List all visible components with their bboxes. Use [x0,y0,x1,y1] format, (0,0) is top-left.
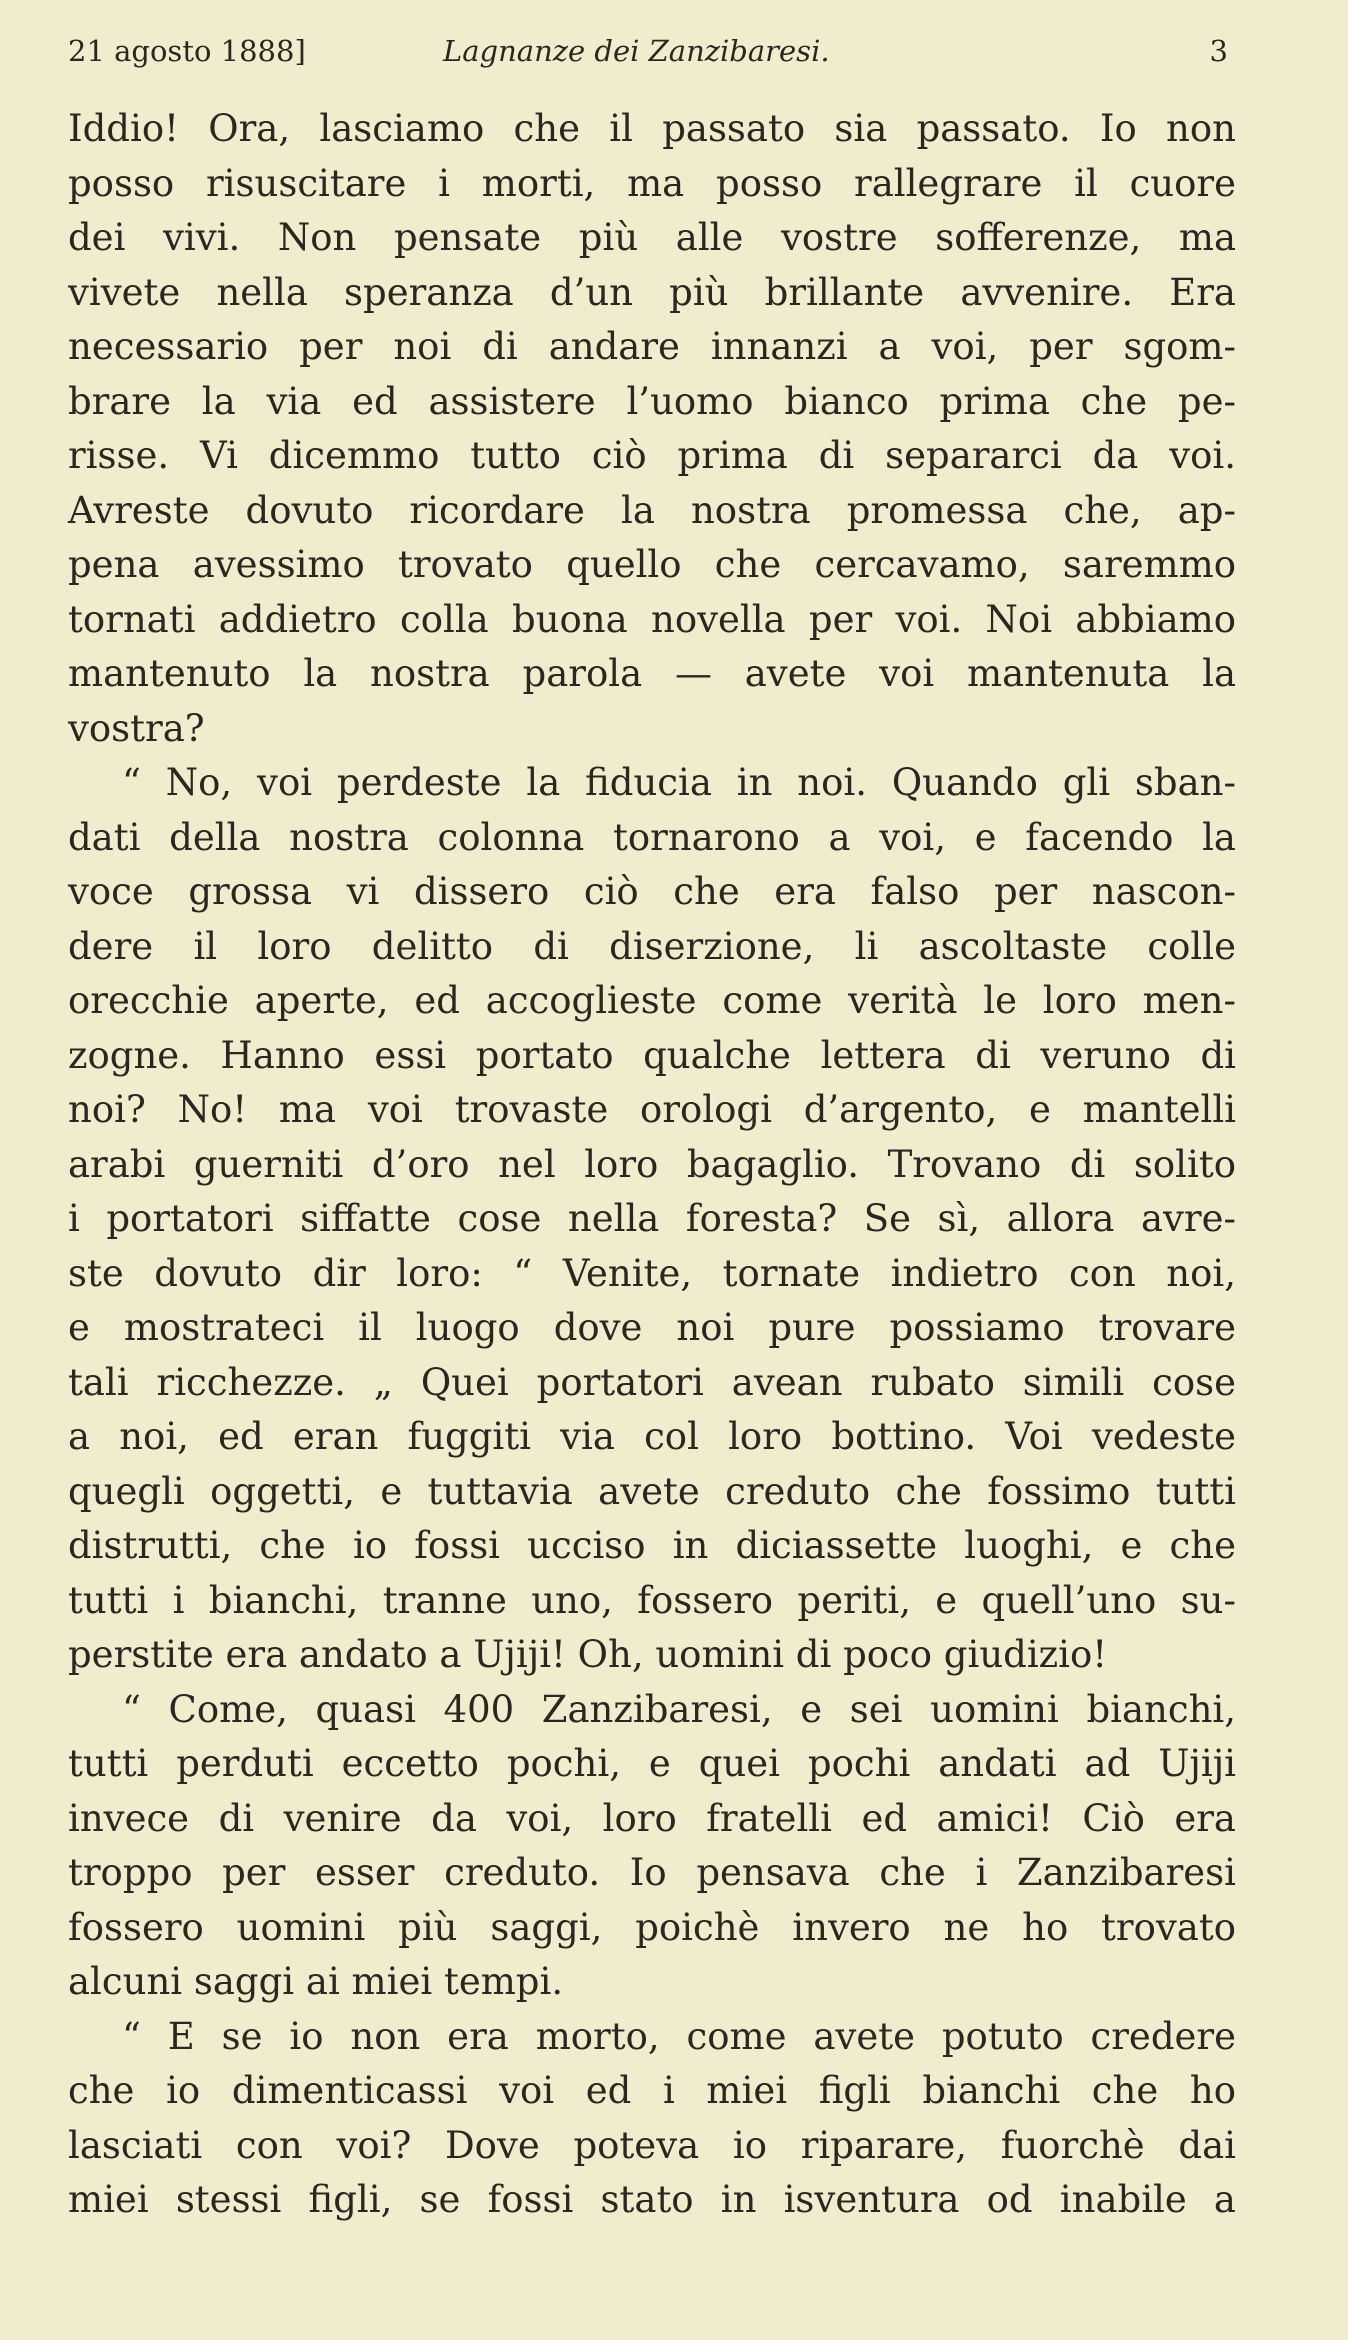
text-line: alcuni saggi ai miei tempi. [68,1960,564,2003]
text-line: brare la via ed assistere l’uomo bianco prima che pe- [68,379,1236,423]
text-line: necessario per noi di andare innanzi a voi, per sgom- [68,325,1236,368]
text-line: quegli oggetti, e tuttavia avete creduto che fossimo tutti [68,1469,1236,1513]
text-line: e mostrateci il luogo dove noi pure possiamo trovare [68,1306,1236,1349]
text-line: pena avessimo trovato quello che cercavamo, saremmo [68,543,1236,586]
text-line: distrutti, che io fossi ucciso in diciassette luoghi, e che [68,1524,1236,1567]
text-line: vivete nella speranza d’un più brillante avvenire. Era [68,270,1236,314]
text-line: “ E se io non era morto, come avete potuto credere [122,2014,1236,2058]
running-head-date: 21 agosto 1888] [68,34,306,68]
text-line: zogne. Hanno essi portato qualche lettera di veruno di [68,1033,1236,1077]
text-line: dei vivi. Non pensate più alle vostre sofferenze, ma [68,216,1236,259]
text-line: i portatori siffatte cose nella foresta? Se sì, allora avre- [68,1197,1236,1240]
text-line: “ No, voi perdeste la fiducia in noi. Quando gli sban- [122,761,1236,804]
text-line: tornati addietro colla buona novella per voi. Noi abbiamo [68,597,1236,641]
text-line: perstite era andato a Ujiji! Oh, uomini di poco giudizio! [68,1633,1108,1676]
text-line: che io dimenticassi voi ed i miei figli bianchi che ho [68,2069,1236,2112]
text-line: miei stessi figli, se fossi stato in isventura od inabile a [68,2178,1236,2221]
text-line: Avreste dovuto ricordare la nostra promessa che, ap- [68,488,1236,532]
text-line: tali ricchezze. „ Quei portatori avean rubato simili cose [68,1360,1236,1404]
text-line: mantenuto la nostra parola — avete voi mantenuta la [68,652,1236,695]
text-line: invece di venire da voi, loro fratelli ed amici! Ciò era [68,1796,1236,1840]
text-line: noi? No! ma voi trovaste orologi d’argento, e mantelli [68,1088,1236,1131]
text-line: voce grossa vi dissero ciò che era falso per nascon- [68,870,1236,913]
page-number: 3 [1209,34,1228,68]
body-text [68,102,1236,2228]
text-line: orecchie aperte, ed accoglieste come verità le loro men- [68,979,1236,1022]
text-line: lasciati con voi? Dove poteva io riparare, fuorchè dai [68,2123,1236,2167]
text-line: Iddio! Ora, lasciamo che il passato sia passato. Io non [68,107,1236,150]
text-line: troppo per esser creduto. Io pensava che i Zanzibaresi [68,1851,1236,1894]
text-line: a noi, ed eran fuggiti via col loro bottino. Voi vedeste [68,1415,1236,1458]
text-line: fossero uomini più saggi, poichè invero ne ho trovato [68,1905,1236,1949]
text-line: tutti perduti eccetto pochi, e quei pochi andati ad Ujiji [68,1742,1236,1785]
text-line: arabi guerniti d’oro nel loro bagaglio. Trovano di solito [68,1142,1236,1186]
text-line: posso risuscitare i morti, ma posso rallegrare il cuore [68,161,1236,205]
text-line: vostra? [68,706,205,750]
running-head-title: Lagnanze dei Zanzibaresi. [443,34,830,68]
text-line: dere il loro delitto di diserzione, li ascoltaste colle [68,924,1236,968]
running-head [68,26,1228,76]
text-line: tutti i bianchi, tranne uno, fossero periti, e quell’uno su- [68,1578,1236,1622]
text-line: “ Come, quasi 400 Zanzibaresi, e sei uomini bianchi, [122,1687,1236,1731]
text-line: risse. Vi dicemmo tutto ciò prima di separarci da voi. [68,434,1236,477]
text-line: dati della nostra colonna tornarono a voi, e facendo la [68,815,1236,859]
text-line: ste dovuto dir loro: “ Venite, tornate indietro con noi, [68,1251,1236,1295]
